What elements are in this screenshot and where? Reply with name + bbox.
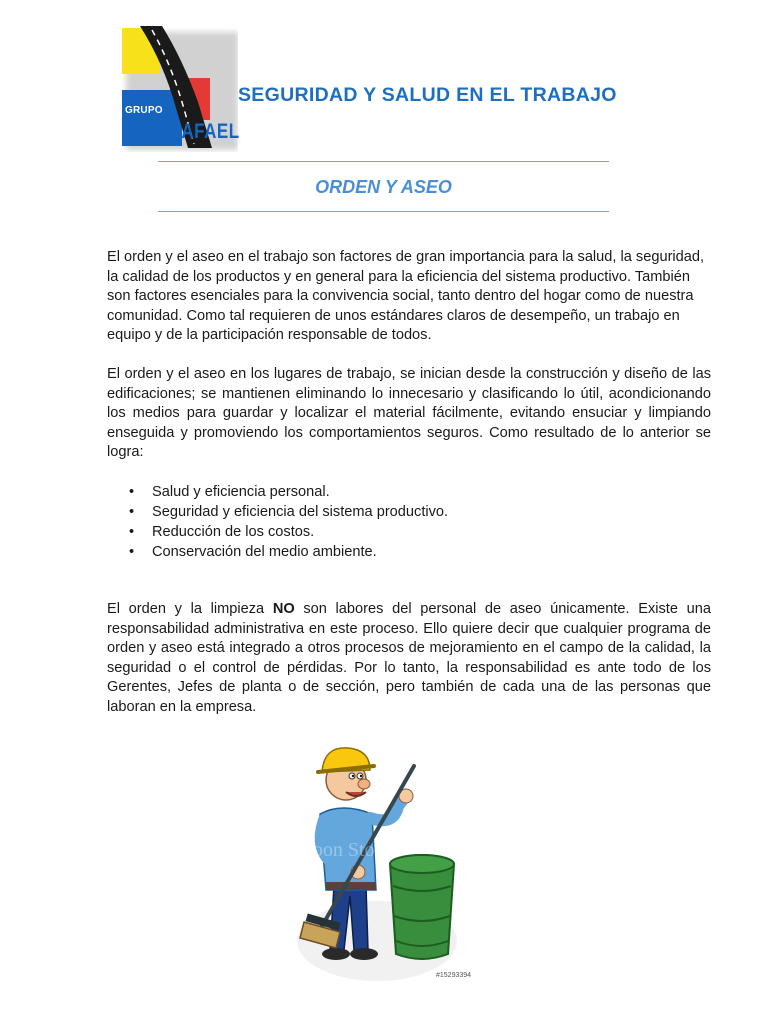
paragraph-responsibility-end: son labores del personal de aseo únicamente. Existe una responsabilidad administrativa en este proceso. Ello quiere decir que cualquier programa de orden y aseo está integrado a otros procesos de mejoramiento en el campo de la calidad, la seguridad o el control de pérdidas. Por lo tanto, la responsabilidad es ante todo de los Gerentes, Jefes de planta o de sección, pero también de cada una de las personas que laboran en la empresa. bbox=[107, 600, 711, 715]
paragraph-workplace: El orden y el aseo en los lugares de trabajo, se inician desde la construcción y diseño de las edificaciones; se mantienen eliminando lo innecesario y clasificando lo útil, acondicionando los medios para guardar y localizar el material fácilmente, evitando ensuciar y limpiando enseguida y promoviendo los comportamientos seguros. Como resultado de lo anterior se logra: bbox=[107, 365, 711, 461]
janitor-with-broom-and-bin-icon bbox=[282, 736, 482, 986]
benefits-list bbox=[107, 482, 711, 562]
stock-image-id: #15293394 bbox=[436, 972, 472, 979]
section-title: ORDEN Y ASEO bbox=[315, 177, 452, 197]
logo-text-grupo: GRUPO bbox=[125, 105, 163, 116]
section-rule-top bbox=[158, 161, 609, 162]
list-item: • Salud y eficiencia personal. bbox=[152, 482, 711, 502]
paragraph-intro: El orden y el aseo en el trabajo son factores de gran importancia para la salud, la seguridad, la calidad de los productos y en general para la eficiencia del sistema productivo. También son factores esenciales para la convivencia social, tanto dentro del hogar como de nuestra comunidad. Como tal requieren de unos estándares claros de desempeño, un trabajo en equipo y de la participación responsable de todos. bbox=[107, 249, 705, 344]
document-body bbox=[107, 248, 711, 718]
paragraph-responsibility bbox=[107, 600, 711, 718]
section-rule-bottom bbox=[158, 211, 609, 212]
list-item: • Conservación del medio ambiente. bbox=[152, 542, 711, 562]
list-item: • Reducción de los costos. bbox=[152, 522, 711, 542]
logo-text-san-rafael: SAN RAFAEL bbox=[126, 119, 240, 143]
svg-text:Toon Stock: Toon Stock bbox=[302, 839, 394, 861]
paragraph-responsibility-start: El orden y la limpieza bbox=[107, 600, 273, 617]
list-item: • Seguridad y eficiencia del sistema productivo. bbox=[152, 502, 711, 522]
document-header-title: SEGURIDAD Y SALUD EN EL TRABAJO bbox=[238, 84, 617, 106]
emphasis-no: NO bbox=[272, 600, 295, 617]
